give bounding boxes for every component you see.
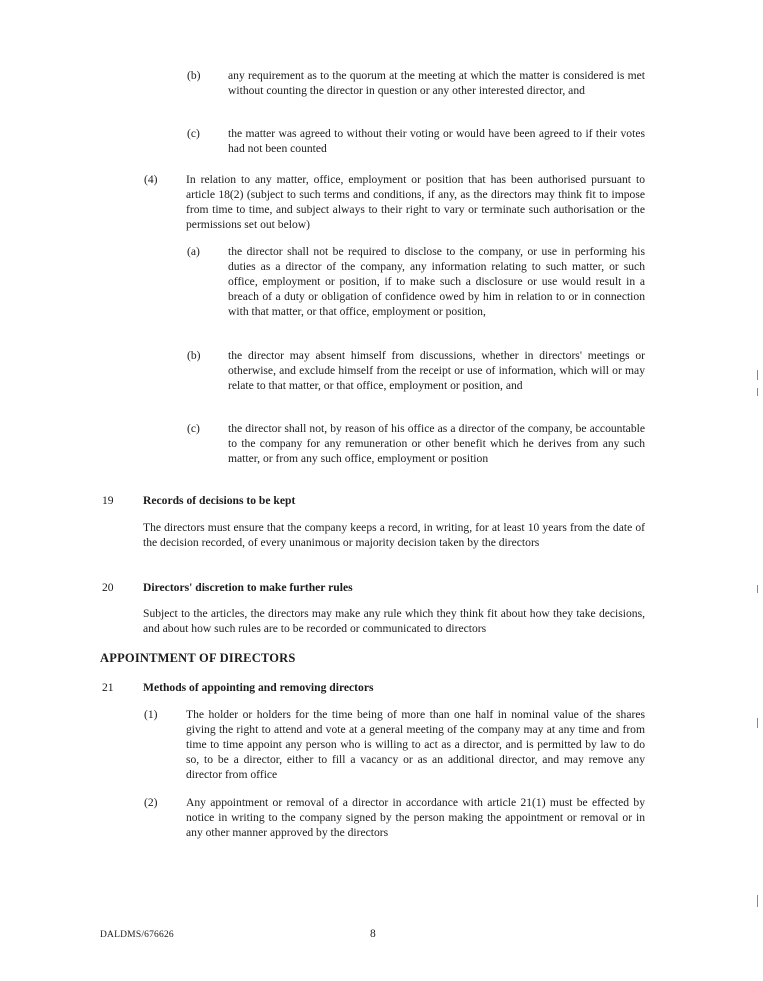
subclause-text: the director shall not, by reason of his office as a director of the company, be accountable to the company for any remuneration or other benefit which he derives from any such matter, or from any such office, employment or position: [228, 422, 645, 465]
article-number: 20: [102, 581, 114, 594]
clause-marker: (b): [187, 69, 201, 82]
paragraph-marker: (4): [144, 173, 158, 186]
section-title: APPOINTMENT OF DIRECTORS: [100, 651, 296, 665]
article-text: Subject to the articles, the directors may make any rule which they think fit about how they take decisions, and about how such rules are to be recorded or communicated to directors: [143, 607, 645, 635]
paragraph-text: In relation to any matter, office, employment or position that has been authorised pursuant to article 18(2) (subject to such terms and conditions, if any, as the directors may think fit to impose from time to time, and subject always to their right to vary or terminate such authorisation or the permissions set out below): [186, 173, 645, 231]
paragraph-marker: (2): [144, 796, 158, 809]
scan-mark: [757, 388, 758, 396]
clause-marker: (c): [187, 127, 200, 140]
article-heading: Methods of appointing and removing directors: [143, 681, 374, 694]
scan-mark: [757, 370, 758, 380]
subclause-text: the director shall not be required to disclose to the company, or use in performing his duties as a director of the company, any information relating to such matter, or such office, employment or position, if to make such a disclosure or use would result in a breach of a duty or obligation of confidence owed by him in relation to or in connection with that matter, or that office, employment or position,: [228, 245, 645, 318]
article-number: 21: [102, 681, 114, 694]
document-reference: DALDMS/676626: [100, 930, 174, 940]
article-heading: Records of decisions to be kept: [143, 494, 296, 507]
article-number: 19: [102, 494, 114, 507]
scan-mark: [757, 585, 758, 593]
paragraph-text: The holder or holders for the time being of more than one half in nominal value of the shares giving the right to attend and vote at a general meeting of the company may at any time and from time to time appoint any person who is willing to act as a director, and is permitted by law to do so, to be a director, either to fill a vacancy or as an additional director, and may remove any director from office: [186, 708, 645, 781]
article-text: The directors must ensure that the company keeps a record, in writing, for at least 10 years from the date of the decision recorded, of every unanimous or majority decision taken by the directors: [143, 521, 645, 549]
subclause-marker: (c): [187, 422, 200, 435]
scan-mark: [757, 895, 758, 907]
scan-mark: [757, 718, 758, 728]
page-number: 8: [370, 928, 376, 940]
subclause-marker: (a): [187, 245, 200, 258]
subclause-text: the director may absent himself from discussions, whether in directors' meetings or otherwise, and exclude himself from the receipt or use of information, which will or may relate to that matter, or that office, employment or position, and: [228, 349, 645, 392]
subclause-marker: (b): [187, 349, 201, 362]
paragraph-marker: (1): [144, 708, 158, 721]
clause-text: the matter was agreed to without their voting or would have been agreed to if their votes had not been counted: [228, 127, 645, 155]
clause-text: any requirement as to the quorum at the meeting at which the matter is considered is met without counting the director in question or any other interested director, and: [228, 69, 645, 97]
paragraph-text: Any appointment or removal of a director in accordance with article 21(1) must be effected by notice in writing to the company signed by the person making the appointment or removal or in any other manner approved by the directors: [186, 796, 645, 839]
article-heading: Directors' discretion to make further rules: [143, 581, 353, 594]
